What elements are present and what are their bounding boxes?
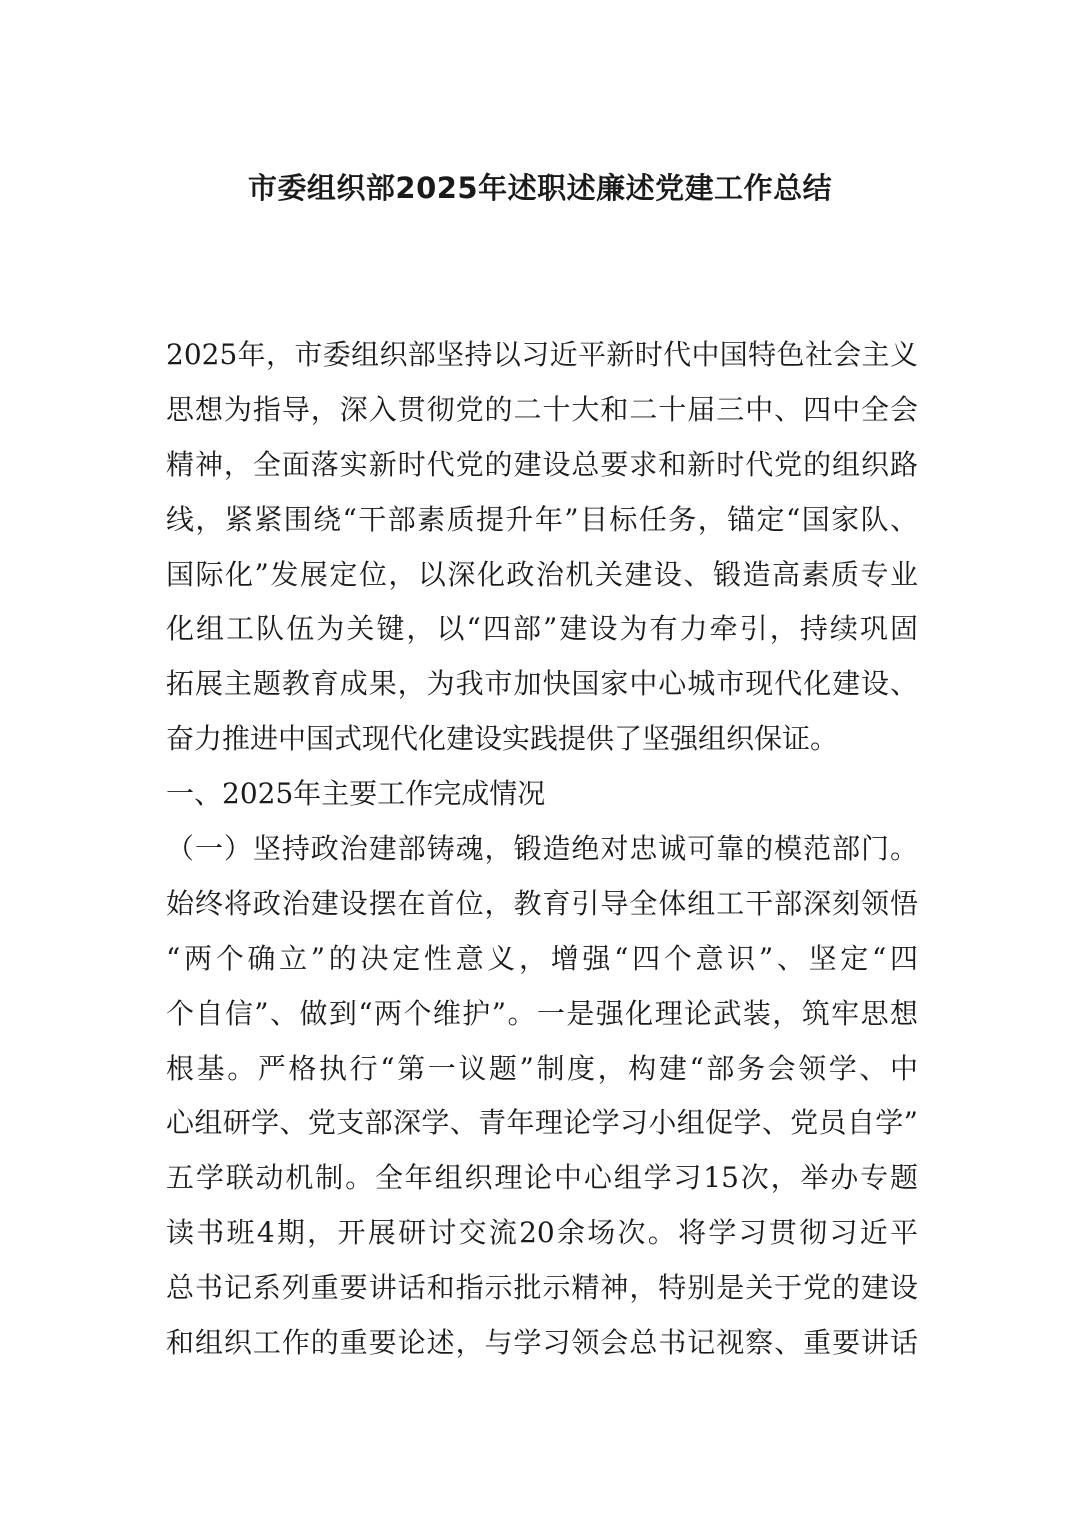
body-line: 总书记系列重要讲话和指示批示精神，特别是关于党的建设 — [166, 1271, 918, 1305]
body-line: 2025年，市委组织部坚持以习近平新时代中国特色社会主义 — [166, 338, 918, 371]
document-body — [166, 328, 918, 1371]
body-line: 始终将政治建设摆在首位，教育引导全体组工干部深刻领悟 — [166, 886, 918, 920]
body-line: 读书班4期，开展研讨交流20余场次。将学习贯彻习近平 — [166, 1216, 918, 1250]
body-line: 奋力推进中国式现代化建设实践提供了坚强组织保证。 — [166, 722, 839, 756]
body-line: 心组研学、党支部深学、青年理论学习小组促学、党员自学” — [166, 1106, 918, 1140]
body-line: 化组工队伍为关键，以“四部”建设为有力牵引，持续巩固 — [166, 612, 918, 646]
body-line: 国际化”发展定位，以深化政治机关建设、锻造高素质专业 — [166, 557, 918, 591]
body-line: 线，紧紧围绕“干部素质提升年”目标任务，锚定“国家队、 — [166, 502, 918, 536]
body-line: 个自信”、做到“两个维护”。一是强化理论武装，筑牢思想 — [166, 996, 918, 1030]
body-line: 五学联动机制。全年组织理论中心组学习15次，举办专题 — [166, 1161, 918, 1195]
body-line: “两个确立”的决定性意义，增强“四个意识”、坚定“四 — [166, 941, 918, 975]
document-title: 市委组织部2025年述职述廉述党建工作总结 — [247, 171, 833, 205]
body-line: 根基。严格执行“第一议题”制度，构建“部务会领学、中 — [166, 1051, 918, 1085]
subsection-heading: （一）坚持政治建部铸魂，锻造绝对忠诚可靠的模范部门。 — [166, 832, 918, 866]
body-line: 和组织工作的重要论述，与学习领会总书记视察、重要讲话 — [166, 1326, 918, 1360]
section-heading: 一、2025年主要工作完成情况 — [166, 777, 546, 811]
body-line: 精神，全面落实新时代党的建设总要求和新时代党的组织路 — [166, 447, 918, 481]
body-line: 拓展主题教育成果，为我市加快国家中心城市现代化建设、 — [166, 667, 918, 701]
body-line: 思想为指导，深入贯彻党的二十大和二十届三中、四中全会 — [166, 392, 918, 426]
